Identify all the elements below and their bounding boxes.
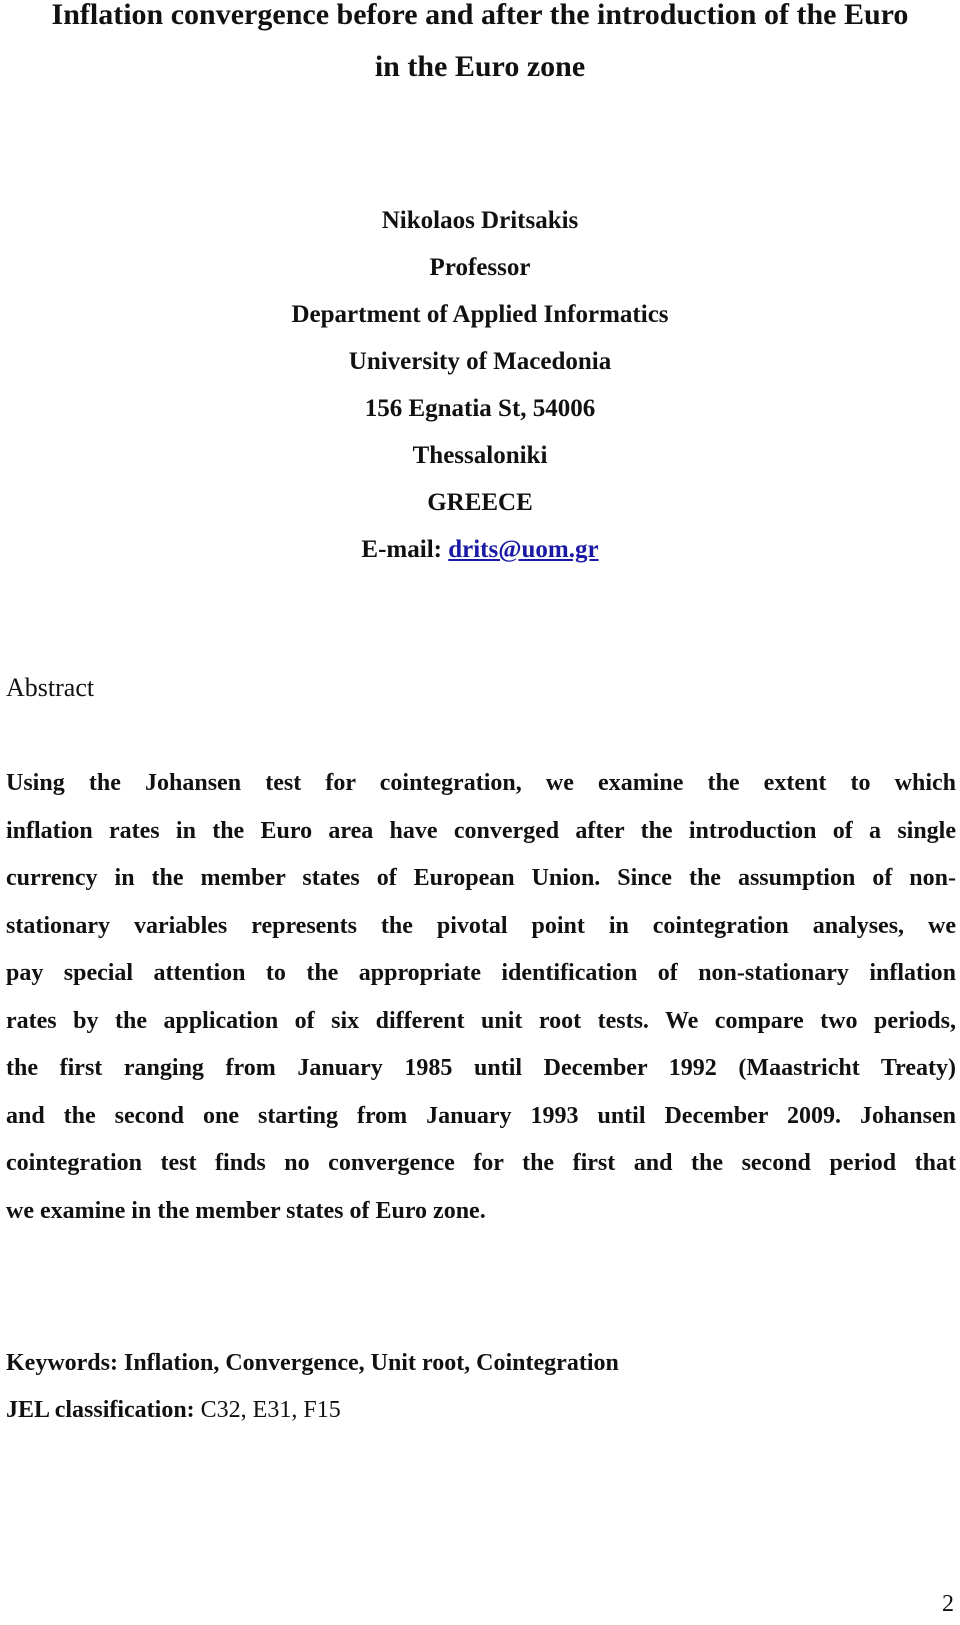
abstract-heading: Abstract xyxy=(6,673,95,702)
paper-title-line-1: Inflation convergence before and after the introduction of the Euro xyxy=(51,0,909,31)
author-street: 156 Egnatia St, 54006 xyxy=(364,395,596,422)
author-email-line xyxy=(0,526,960,573)
abstract-line: and the second one starting from January 1993 until December 2009. Johansen xyxy=(6,1102,956,1129)
jel-values: C32, E31, F15 xyxy=(194,1397,341,1423)
abstract-line: currency in the member states of European Union. Since the assumption of non- xyxy=(6,865,956,891)
abstract-body xyxy=(6,760,956,1235)
author-block xyxy=(0,197,960,573)
jel-label: JEL classification: xyxy=(6,1397,195,1423)
author-country: GREECE xyxy=(427,489,533,516)
email-label: E-mail: xyxy=(361,536,449,563)
abstract-line: the first ranging from January 1985 until December 1992 (Maastricht Treaty) xyxy=(6,1055,956,1081)
author-position: Professor xyxy=(429,254,531,281)
email-link[interactable]: drits@uom.gr xyxy=(448,536,599,563)
paper-title-line-2: in the Euro zone xyxy=(374,50,586,83)
author-name: Nikolaos Dritsakis xyxy=(381,207,579,234)
keywords-line: Keywords: Inflation, Convergence, Unit root, Cointegration xyxy=(6,1350,619,1376)
abstract-line: we examine in the member states of Euro zone. xyxy=(6,1197,486,1224)
jel-line xyxy=(6,1387,619,1434)
abstract-line: inflation rates in the Euro area have converged after the introduction of a single xyxy=(6,817,956,844)
abstract-line: pay special attention to the appropriate identification of non-stationary inflation xyxy=(6,960,956,986)
abstract-line: cointegration test finds no convergence for the first and the second period that xyxy=(6,1150,956,1176)
author-university: University of Macedonia xyxy=(348,348,612,375)
abstract-line: Using the Johansen test for cointegration, we examine the extent to which xyxy=(6,770,956,796)
abstract-line: rates by the application of six different unit root tests. We compare two periods, xyxy=(6,1007,956,1034)
keywords-block xyxy=(6,1340,619,1434)
abstract-line: stationary variables represents the pivotal point in cointegration analyses, we xyxy=(6,912,956,939)
page-number: 2 xyxy=(942,1591,954,1617)
author-department: Department of Applied Informatics xyxy=(291,301,669,328)
author-city: Thessaloniki xyxy=(412,442,548,469)
